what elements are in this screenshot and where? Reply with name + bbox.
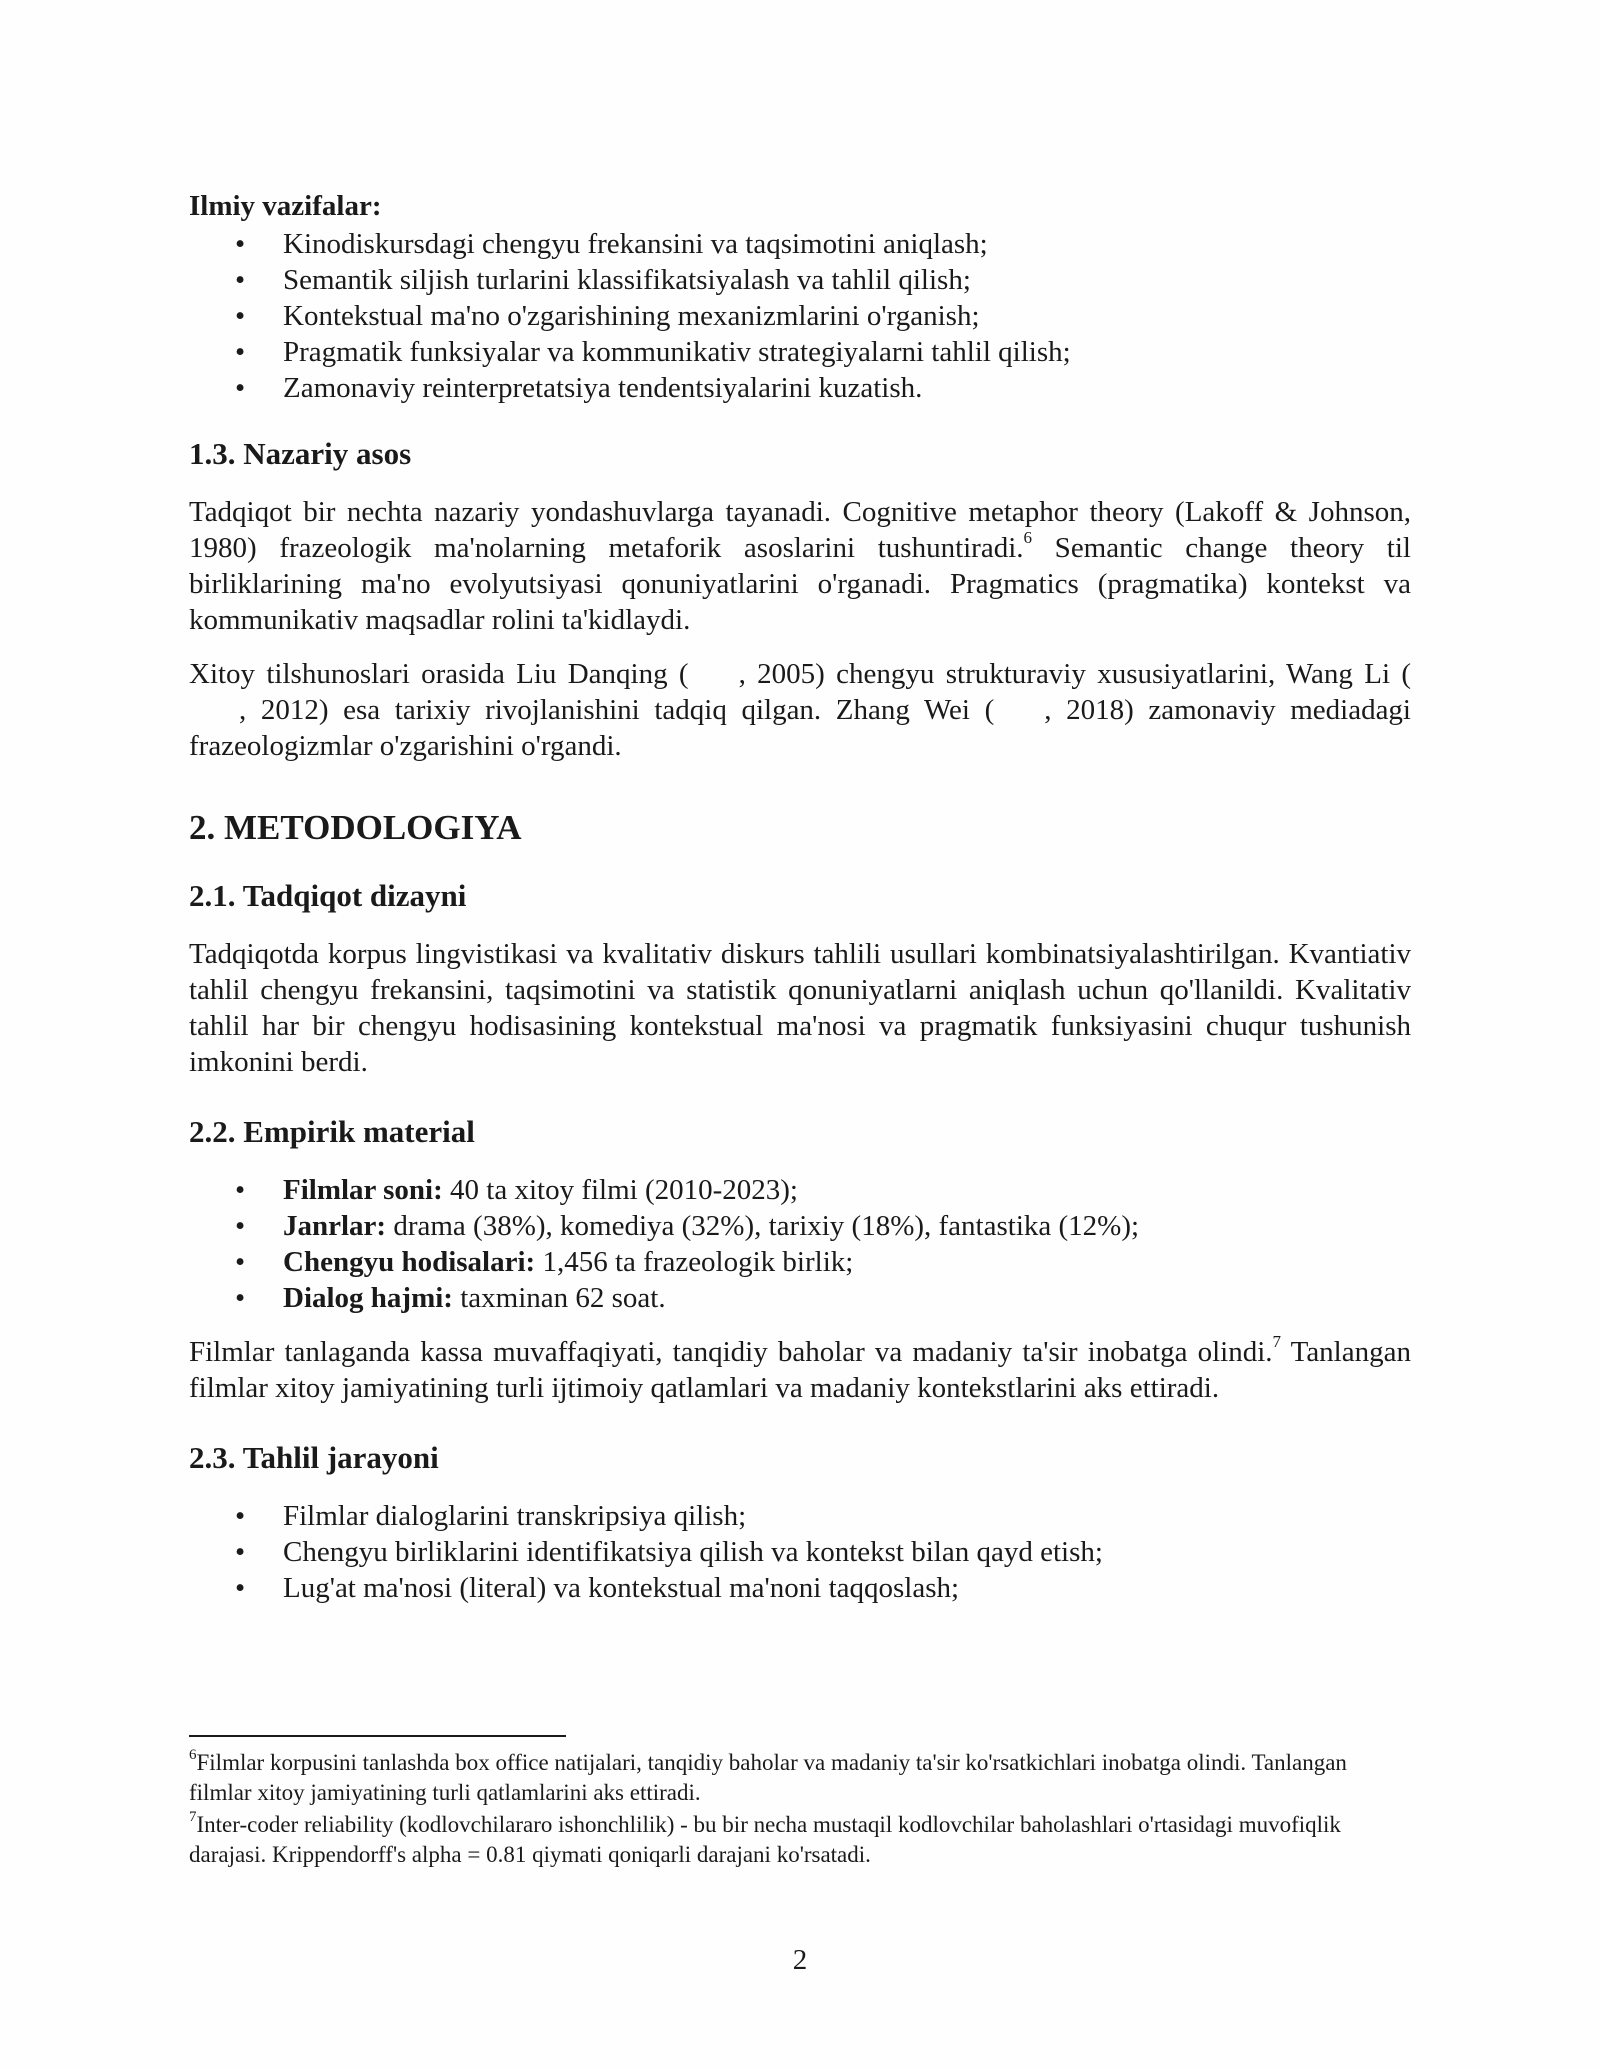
- paragraph-selection: Filmlar tanlaganda kassa muvaffaqiyati, tanqidiy baholar va madaniy ta'sir inobatga olindi.$^7$ Tanlangan filmlar xitoy jamiyatining turli ijtimoiy qatlamlari va madaniy kontekstlarini aks ettiradi.: [189, 1332, 1411, 1404]
- list-item: • Filmlar soni: 40 ta xitoy filmi (2010-2023);: [235, 1174, 798, 1206]
- page-content: [189, 188, 1411, 1606]
- section-heading-2-1: 2.1. Tadqiqot dizayni: [189, 878, 467, 913]
- list-item: • Kontekstual ma'no o'zgarishining mexanizmlarini o'rganish;: [235, 300, 980, 332]
- bullet-icon: •: [235, 336, 246, 368]
- bullet-icon: •: [235, 1572, 246, 1604]
- footnote-7: $^7$Inter-coder reliability (kodlovchilararo ishonchlilik) - bu bir necha mustaqil kodlovchilar baholashlari o'rtasidagi muvofiqlik darajasi. Krippendorff's alpha = 0.81 qiymati qoniqarli darajani ko'rsatadi.: [189, 1809, 1341, 1867]
- bullet-icon: •: [235, 228, 246, 260]
- list-item: • Chengyu birliklarini identifikatsiya qilish va kontekst bilan qayd etish;: [235, 1536, 1103, 1568]
- bullet-icon: •: [235, 1500, 246, 1532]
- paragraph-chinese-linguists: Xitoy tilshunoslari orasida Liu Danqing ( , 2005) chengyu strukturaviy xususiyatlarini, Wang Li (, 2012) esa tarixiy rivojlanishini tadqiq qilgan. Zhang Wei ( , 2018) zamonaviy mediadagi frazeologizmlar o'zgarishini o'rgandi.: [189, 658, 1411, 762]
- paragraph-theory: Tadqiqot bir nechta nazariy yondashuvlarga tayanadi. Cognitive metaphor theory (Lakoff & Johnson, 1980) frazeologik ma'nolarning metaforik asoslarini tushuntiradi.$^6$ Semantic change theory til birliklarining ma'no evolyutsiyasi qonuniyatlarini o'rganadi. Pragmatics (pragmatika) kontekst va kommunikativ maqsadlar rolini ta'kidlaydi.: [189, 496, 1411, 636]
- bullet-icon: •: [235, 1282, 246, 1314]
- footnotes: [189, 1748, 1411, 1870]
- footnote-6: $^6$Filmlar korpusini tanlashda box office natijalari, tanqidiy baholar va madaniy ta'sir ko'rsatkichlari inobatga olindi. Tanlangan filmlar xitoy jamiyatining turli qatlamlarini aks ettiradi.: [189, 1747, 1347, 1805]
- bullet-icon: •: [235, 300, 246, 332]
- section-heading-2-3: 2.3. Tahlil jarayoni: [189, 1440, 439, 1475]
- bullet-icon: •: [235, 264, 246, 296]
- list-item: • Dialog hajmi: taxminan 62 soat.: [235, 1282, 666, 1314]
- bullet-icon: •: [235, 1174, 246, 1206]
- bullet-icon: •: [235, 1210, 246, 1242]
- bullet-icon: •: [235, 372, 246, 404]
- list-item: • Janrlar: drama (38%), komediya (32%), tarixiy (18%), fantastika (12%);: [235, 1210, 1140, 1242]
- section-heading-2: 2. METODOLOGIYA: [189, 808, 522, 847]
- section-heading-2-2: 2.2. Empirik material: [189, 1114, 475, 1149]
- footnote-divider: [189, 1735, 566, 1737]
- footnote-ref-6[interactable]: 6: [1023, 528, 1033, 548]
- paragraph-design: Tadqiqotda korpus lingvistikasi va kvalitativ diskurs tahlili usullari kombinatsiyalashtirilgan. Kvantiativ tahlil chengyu frekansini, taqsimotini va statistik qonuniyatlarni aniqlash uchun qo'llanildi. Kvalitativ tahlil har bir chengyu hodisasining kontekstual ma'nosi va pragmatik funksiyasini chuqur tushunish imkonini berdi.: [189, 938, 1411, 1078]
- list-item: • Kinodiskursdagi chengyu frekansini va taqsimotini aniqlash;: [235, 228, 988, 260]
- tasks-heading: Ilmiy vazifalar:: [189, 190, 382, 222]
- list-item: • Semantik siljish turlarini klassifikatsiyalash va tahlil qilish;: [235, 264, 971, 296]
- list-item: • Chengyu hodisalari: 1,456 ta frazeologik birlik;: [235, 1246, 854, 1278]
- bullet-icon: •: [235, 1246, 246, 1278]
- list-item: • Zamonaviy reinterpretatsiya tendentsiyalarini kuzatish.: [235, 372, 923, 404]
- list-item: • Lug'at ma'nosi (literal) va kontekstual ma'noni taqqoslash;: [235, 1572, 960, 1604]
- bullet-icon: •: [235, 1536, 246, 1568]
- section-heading-1-3: 1.3. Nazariy asos: [189, 436, 412, 471]
- material-list: [189, 1172, 1411, 1316]
- tasks-list: [189, 226, 1411, 406]
- process-list: [189, 1498, 1411, 1606]
- list-item: • Pragmatik funksiyalar va kommunikativ strategiyalarni tahlil qilish;: [235, 336, 1071, 368]
- page-number: 2: [792, 1944, 808, 1976]
- footnote-ref-7[interactable]: 7: [1272, 1332, 1282, 1352]
- list-item: • Filmlar dialoglarini transkripsiya qilish;: [235, 1500, 747, 1532]
